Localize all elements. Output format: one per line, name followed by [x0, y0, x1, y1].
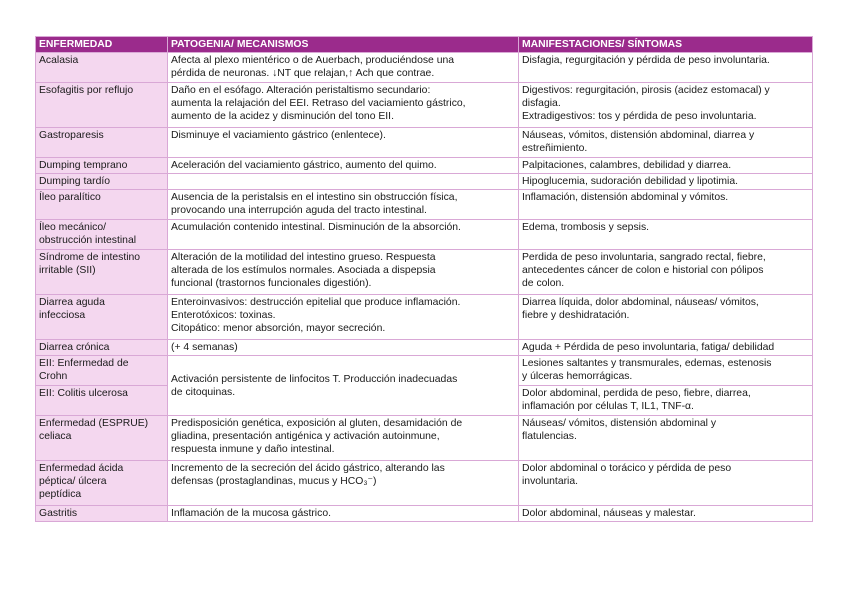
table-row: [36, 83, 813, 128]
enfermedad-cell: [36, 386, 168, 416]
cell-line: flatulencias.: [522, 431, 577, 442]
cell-line: Enfermedad (ESPRUE): [39, 418, 149, 429]
cell-line: de citoquinas.: [171, 386, 236, 398]
enfermedad-cell: [36, 356, 168, 386]
table-row: [36, 416, 813, 461]
cell-line: Inflamación de la mucosa gástrico.: [171, 508, 331, 519]
enfermedad-cell: [36, 220, 168, 250]
cell-line: Perdida de peso involuntaria, sangrado rectal, fiebre,: [522, 252, 766, 263]
table-row: [36, 506, 813, 522]
enfermedad-cell: [36, 506, 168, 522]
cell-line: Activación persistente de linfocitos T. Producción inadecuadas: [171, 373, 458, 385]
cell-line: Diarrea crónica: [39, 342, 110, 353]
cell-line: Acalasia: [39, 55, 79, 66]
cell-line: Náuseas, vómitos, distensión abdominal, diarrea y: [522, 130, 755, 141]
manifestaciones-cell: [519, 53, 813, 83]
table-row: [36, 158, 813, 174]
manifestaciones-cell: [519, 190, 813, 220]
enfermedad-cell: [36, 174, 168, 190]
cell-line: Hipoglucemia, sudoración debilidad y lipotimia.: [522, 176, 739, 187]
cell-line: pérdida de neuronas. ↓NT que relajan,↑ Ach que contrae.: [171, 68, 435, 79]
cell-line: Digestivos: regurgitación, pirosis (acidez estomacal) y: [522, 85, 770, 96]
cell-line: y úlceras hemorrágicas.: [522, 371, 633, 382]
cell-line: Dolor abdominal, perdida de peso, fiebre, diarrea,: [522, 388, 751, 399]
cell-line: (+ 4 semanas): [171, 342, 238, 353]
cell-line: Íleo paralítico: [39, 192, 101, 203]
cell-line: obstrucción intestinal: [39, 235, 137, 246]
enfermedad-cell: [36, 461, 168, 506]
manifestaciones-cell: [519, 340, 813, 356]
patogenia-cell: [168, 461, 519, 506]
table-row: [36, 190, 813, 220]
cell-line: Afecta al plexo mientérico o de Auerbach, produciéndose una: [171, 55, 455, 66]
header-manifestaciones: MANIFESTACIONES/ SÍNTOMAS: [519, 37, 813, 53]
table-row: [36, 461, 813, 506]
cell-line: EII: Enfermedad de: [39, 358, 129, 369]
header-row: [36, 37, 813, 53]
patogenia-cell: [168, 158, 519, 174]
enfermedad-cell: [36, 53, 168, 83]
cell-line: Lesiones saltantes y transmurales, edemas, estenosis: [522, 358, 772, 369]
enfermedad-cell: [36, 340, 168, 356]
cell-line: Daño en el esófago. Alteración peristaltismo secundario:: [171, 85, 431, 96]
patogenia-cell: [168, 174, 519, 190]
cell-line: Citopático: menor absorción, mayor secreción.: [171, 323, 386, 334]
cell-line: Síndrome de intestino: [39, 252, 141, 263]
manifestaciones-cell: [519, 220, 813, 250]
cell-line: inflamación por células T, IL1, TNF-α.: [522, 401, 694, 412]
cell-line: Gastritis: [39, 508, 78, 519]
manifestaciones-cell: [519, 295, 813, 340]
cell-line: Diarrea líquida, dolor abdominal, náuseas/ vómitos,: [522, 297, 759, 308]
manifestaciones-cell: [519, 174, 813, 190]
patogenia-cell: [168, 295, 519, 340]
table-row: [36, 340, 813, 356]
enfermedad-cell: [36, 250, 168, 295]
table-row: [36, 128, 813, 158]
cell-line: peptídica: [39, 489, 82, 500]
enfermedad-cell: [36, 295, 168, 340]
cell-line: Dolor abdominal, náuseas y malestar.: [522, 508, 696, 519]
manifestaciones-cell: [519, 158, 813, 174]
manifestaciones-cell: [519, 356, 813, 386]
manifestaciones-cell: [519, 416, 813, 461]
table-row: [36, 220, 813, 250]
cell-line: Aguda + Pérdida de peso involuntaria, fatiga/ debilidad: [522, 342, 775, 353]
cell-line: Disfagia, regurgitación y pérdida de peso involuntaria.: [522, 55, 770, 66]
enfermedad-cell: [36, 190, 168, 220]
enfermedad-cell: [36, 128, 168, 158]
header-enfermedad: ENFERMEDAD: [36, 37, 168, 53]
table-row: [36, 295, 813, 340]
cell-line: Dumping temprano: [39, 160, 128, 171]
cell-line: Crohn: [39, 371, 68, 382]
cell-line: antecedentes cáncer de colon e historial con pólipos: [522, 265, 764, 276]
cell-line: involuntaria.: [522, 476, 579, 487]
manifestaciones-cell: [519, 506, 813, 522]
disease-table: [35, 36, 813, 522]
cell-line: EII: Colitis ulcerosa: [39, 388, 128, 399]
cell-line: Extradigestivos: tos y pérdida de peso involuntaria.: [522, 111, 757, 122]
cell-line: estreñimiento.: [522, 143, 588, 154]
manifestaciones-cell: [519, 128, 813, 158]
patogenia-cell: [168, 220, 519, 250]
cell-line: irritable (SII): [39, 265, 96, 276]
cell-line: Ausencia de la peristalsis en el intestino sin obstrucción física,: [171, 192, 458, 203]
table-row: [36, 174, 813, 190]
cell-line: Enterotóxicos: toxinas.: [171, 310, 276, 321]
patogenia-cell: [168, 128, 519, 158]
cell-line: Inflamación, distensión abdominal y vómitos.: [522, 192, 729, 203]
enfermedad-cell: [36, 83, 168, 128]
header-patogenia: PATOGENIA/ MECANISMOS: [168, 37, 519, 53]
manifestaciones-cell: [519, 83, 813, 128]
table-row: [36, 356, 813, 386]
cell-line: Incremento de la secreción del ácido gástrico, alterando las: [171, 463, 445, 474]
cell-line: Acumulación contenido intestinal. Disminución de la absorción.: [171, 222, 461, 233]
cell-line: Palpitaciones, calambres, debilidad y diarrea.: [522, 160, 732, 171]
cell-line: aumento de la acidez y disminución del tono EII.: [171, 111, 394, 122]
patogenia-cell: [168, 416, 519, 461]
patogenia-cell: [168, 250, 519, 295]
table-body: [36, 53, 813, 522]
cell-line: celiaca: [39, 431, 72, 442]
cell-line: Enteroinvasivos: destrucción epitelial que produce inflamación.: [171, 297, 461, 308]
cell-line: respuesta inmune y daño intestinal.: [171, 444, 335, 455]
cell-line: disfagia.: [522, 98, 561, 109]
cell-line: Edema, trombosis y sepsis.: [522, 222, 650, 233]
cell-line: Diarrea aguda: [39, 297, 105, 308]
cell-line: defensas (prostaglandinas, mucus y HCO₃⁻): [171, 476, 377, 487]
cell-line: Náuseas/ vómitos, distensión abdominal y: [522, 418, 717, 429]
patogenia-cell: [168, 83, 519, 128]
patogenia-cell: [168, 506, 519, 522]
cell-line: provocando una interrupción aguda del tracto intestinal.: [171, 205, 427, 216]
patogenia-cell: [168, 340, 519, 356]
cell-line: funcional (trastornos funcionales digestión).: [171, 278, 372, 289]
table-row: [36, 250, 813, 295]
cell-line: alterada de los estímulos normales. Asociada a dispepsia: [171, 265, 436, 276]
patogenia-cell: [168, 356, 519, 416]
enfermedad-cell: [36, 158, 168, 174]
manifestaciones-cell: [519, 461, 813, 506]
cell-line: de colon.: [522, 278, 565, 289]
manifestaciones-cell: [519, 250, 813, 295]
cell-line: Íleo mecánico/: [39, 222, 106, 233]
manifestaciones-cell: [519, 386, 813, 416]
patogenia-cell: [168, 53, 519, 83]
cell-line: Enfermedad ácida: [39, 463, 124, 474]
cell-line: Gastroparesis: [39, 130, 104, 141]
cell-line: Alteración de la motilidad del intestino grueso. Respuesta: [171, 252, 436, 263]
cell-line: fiebre y deshidratación.: [522, 310, 630, 321]
cell-line: Dolor abdominal o torácico y pérdida de peso: [522, 463, 732, 474]
cell-line: péptica/ úlcera: [39, 476, 107, 487]
cell-line: Dumping tardío: [39, 176, 111, 187]
cell-line: aumenta la relajación del EEI. Retraso del vaciamiento gástrico,: [171, 98, 466, 109]
cell-line: Predisposición genética, exposición al gluten, desamidación de: [171, 418, 463, 429]
table-row: [36, 53, 813, 83]
cell-line: gliadina, presentación antigénica y activación autoinmune,: [171, 431, 440, 442]
cell-line: Disminuye el vaciamiento gástrico (enlentece).: [171, 130, 386, 141]
patogenia-cell: [168, 190, 519, 220]
enfermedad-cell: [36, 416, 168, 461]
cell-line: infecciosa: [39, 310, 86, 321]
cell-line: Aceleración del vaciamiento gástrico, aumento del quimo.: [171, 160, 437, 171]
cell-line: Esofagitis por reflujo: [39, 85, 134, 96]
